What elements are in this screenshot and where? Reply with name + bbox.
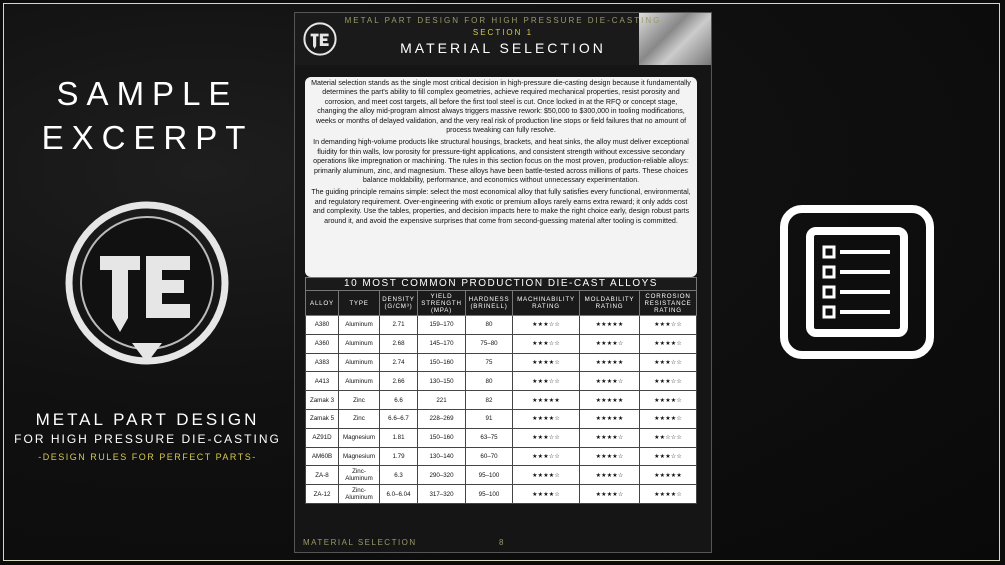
paragraph-3: The guiding principle remains simple: select the most economical alloy that fully satisfies every functional, environmental, and regulatory requirement. Over-engineering with exotic or premium alloys rarely earns extra reward; it only adds cost and complexity. Use the tables, properties, and decision impacts here to make the right choice early, design robust parts around it, and avoid the expensive surprises that come from second-guessing material after tooling is committed. [311, 188, 691, 225]
table-cell: ★★★★☆ [513, 466, 580, 485]
col-moldability: MOLDABILITY RATING [580, 291, 640, 316]
table-cell: ★★★★★ [580, 409, 640, 428]
table-cell: 1.81 [380, 428, 418, 447]
page-title: MATERIAL SELECTION [400, 40, 606, 56]
document-list-icon [780, 205, 934, 359]
table-cell: ★★★★☆ [640, 485, 697, 504]
table-cell: 63–75 [466, 428, 513, 447]
table-cell: Zinc [339, 391, 380, 410]
table-row [306, 353, 697, 372]
table-cell: ★★★☆☆ [513, 447, 580, 466]
col-corrosion: CORROSION RESISTANCE RATING [640, 291, 697, 316]
table-row [306, 372, 697, 391]
table-cell: ★★★☆☆ [513, 372, 580, 391]
table-cell: 221 [418, 391, 466, 410]
brand-tagline: -DESIGN RULES FOR PERFECT PARTS- [38, 452, 257, 462]
table-cell: 75–80 [466, 334, 513, 353]
list-lines-icon [814, 235, 900, 329]
table-cell: A413 [306, 372, 339, 391]
table-cell: ★★★☆☆ [640, 372, 697, 391]
alloy-table [305, 277, 697, 504]
page-footer [295, 534, 711, 552]
table-cell: ★★★★☆ [640, 391, 697, 410]
table-cell: A383 [306, 353, 339, 372]
paragraph-2: In demanding high-volume products like structural housings, brackets, and heat sinks, the alloy must deliver exceptional fluidity for thin walls, low porosity for pressure-tight applications, and consistent strength without excessive secondary operations like impregnation or machining. The rules in this section focus on the most proven, production-reliable alloys: primarily aluminum, zinc, and magnesium. These alloys have been battle-tested across millions of parts. These choices balance moldability, performance, and economics without unnecessary experimentation. [313, 138, 689, 185]
table-cell: ★★★★★ [640, 466, 697, 485]
table-cell: 95–100 [466, 466, 513, 485]
brand-subtitle: FOR HIGH PRESSURE DIE-CASTING [14, 432, 281, 446]
table-cell: 2.71 [380, 316, 418, 335]
table-row [306, 428, 697, 447]
table-cell: 6.0–6.04 [380, 485, 418, 504]
table-cell: ★★★★☆ [513, 353, 580, 372]
table-cell: 150–160 [418, 428, 466, 447]
table-cell: Aluminum [339, 372, 380, 391]
table-cell: ★★★★★ [580, 391, 640, 410]
table-cell: ★★★☆☆ [640, 353, 697, 372]
sample-line1: SAMPLE [56, 75, 239, 112]
table-cell: 6.3 [380, 466, 418, 485]
table-cell: 159–170 [418, 316, 466, 335]
te-logo-icon [62, 198, 232, 368]
table-cell: 75 [466, 353, 513, 372]
table-cell: 95–100 [466, 485, 513, 504]
col-machinability: MACHINABILITY RATING [513, 291, 580, 316]
table-row [306, 466, 697, 485]
table-cell: Aluminum [339, 353, 380, 372]
table-cell: ★★★☆☆ [513, 316, 580, 335]
table-cell: ★★★★☆ [580, 334, 640, 353]
table-cell: ★★★★★ [513, 391, 580, 410]
col-yield: YIELD STRENGTH (MPA) [418, 291, 466, 316]
table-header-row [306, 291, 697, 316]
section-label: SECTION 1 [472, 28, 534, 37]
table-cell: ★★★☆☆ [513, 428, 580, 447]
document-list-icon-inner [806, 227, 908, 337]
brand-title: METAL PART DESIGN [35, 410, 260, 429]
table-cell: AZ91D [306, 428, 339, 447]
table-cell: Magnesium [339, 447, 380, 466]
table-cell: Zamak 3 [306, 391, 339, 410]
table-cell: ★★★★☆ [580, 485, 640, 504]
table-cell: ★★★★★ [580, 316, 640, 335]
page-number: 8 [499, 538, 504, 547]
table-cell: 228–269 [418, 409, 466, 428]
table-cell: ★★★☆☆ [513, 334, 580, 353]
table-cell: ★★★★☆ [580, 447, 640, 466]
table-cell: ★★★★☆ [640, 334, 697, 353]
table-cell: 91 [466, 409, 513, 428]
table-cell: 2.66 [380, 372, 418, 391]
table-cell: Zinc-Aluminum [339, 485, 380, 504]
table-cell: 150–160 [418, 353, 466, 372]
table-cell: Zamak 5 [306, 409, 339, 428]
col-density: DENSITY (G/CM³) [380, 291, 418, 316]
table-cell: ★★★★☆ [580, 466, 640, 485]
table-cell: ★★★★☆ [640, 409, 697, 428]
sample-excerpt-heading [0, 72, 295, 160]
table-cell: Zinc-Aluminum [339, 466, 380, 485]
table-cell: Aluminum [339, 316, 380, 335]
table-cell: 317–320 [418, 485, 466, 504]
table-cell: 60–70 [466, 447, 513, 466]
page-header [295, 13, 711, 65]
header-book-title: METAL PART DESIGN FOR HIGH PRESSURE DIE-CASTING [344, 16, 662, 25]
table-cell: ★★★★★ [580, 353, 640, 372]
table-cell: 130–140 [418, 447, 466, 466]
table-row [306, 409, 697, 428]
table-cell: ZA-8 [306, 466, 339, 485]
table-cell: A360 [306, 334, 339, 353]
table-cell: ★★★☆☆ [640, 447, 697, 466]
table-row [306, 447, 697, 466]
table-row [306, 334, 697, 353]
col-hardness: HARDNESS (BRINELL) [466, 291, 513, 316]
table-cell: 130–150 [418, 372, 466, 391]
table-cell: ZA-12 [306, 485, 339, 504]
table-cell: Zinc [339, 409, 380, 428]
left-panel [0, 0, 295, 565]
table-cell: 6.6–6.7 [380, 409, 418, 428]
sample-line2: EXCERPT [41, 119, 254, 156]
table-cell: ★★★★☆ [580, 428, 640, 447]
table-cell: ★★☆☆☆ [640, 428, 697, 447]
table-cell: ★★★☆☆ [640, 316, 697, 335]
table-row [306, 391, 697, 410]
footer-label: MATERIAL SELECTION [303, 538, 417, 547]
col-type: TYPE [339, 291, 380, 316]
table-cell: 2.68 [380, 334, 418, 353]
table-cell: 145–170 [418, 334, 466, 353]
table-cell: ★★★★☆ [513, 485, 580, 504]
paragraph-1: Material selection stands as the single most critical decision in high-pressure die-casting design because it fundamentally determines the part's ability to fill complex geometries, achieve required mechanical properties, resist porosity and corrosion, and meet cost targets, all before the first tool steel is cut. Once locked in at the RFQ or concept stage, changing the alloy mid-program almost always triggers massive rework: $50,000 to $300,000 in tooling modifications, weeks or months of delayed validation, and the very real risk of production line stops or field failures that no amount of process tweaking can fully resolve. [311, 79, 691, 135]
table-cell: 2.74 [380, 353, 418, 372]
table-cell: 80 [466, 372, 513, 391]
table-cell: 290–320 [418, 466, 466, 485]
intro-text [305, 77, 697, 277]
table-row [306, 485, 697, 504]
table-cell: ★★★★☆ [513, 409, 580, 428]
col-alloy: ALLOY [306, 291, 339, 316]
table-cell: AM60B [306, 447, 339, 466]
table-cell: 6.6 [380, 391, 418, 410]
table-title: 10 MOST COMMON PRODUCTION DIE-CAST ALLOYS [305, 277, 697, 290]
table-cell: 80 [466, 316, 513, 335]
document-page [294, 12, 712, 553]
table-cell: Magnesium [339, 428, 380, 447]
table-cell: 82 [466, 391, 513, 410]
table-row [306, 316, 697, 335]
table-cell: ★★★★☆ [580, 372, 640, 391]
table-cell: Aluminum [339, 334, 380, 353]
table-cell: A380 [306, 316, 339, 335]
table-cell: 1.79 [380, 447, 418, 466]
